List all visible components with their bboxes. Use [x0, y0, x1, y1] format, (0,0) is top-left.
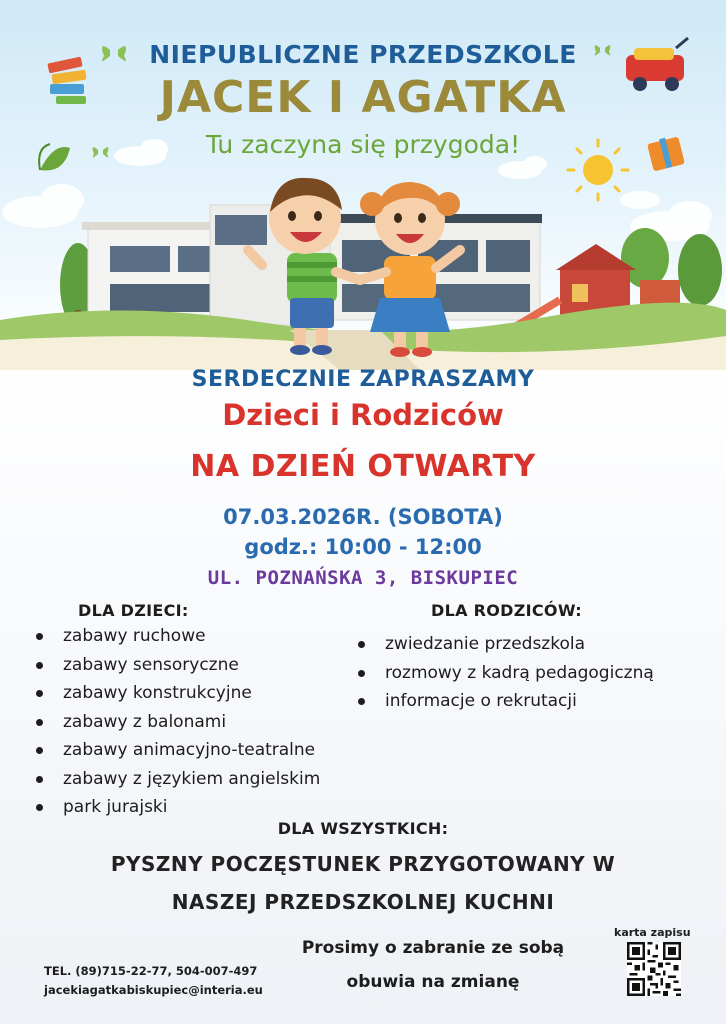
- event-hours: godz.: 10:00 - 12:00: [244, 535, 482, 559]
- treat-line-1: PYSZNY POCZĘSTUNEK PRZYGOTOWANY W: [110, 852, 616, 876]
- shoes-note-line-2: obuwia na zmianę: [346, 972, 520, 992]
- invitation-line-3: NA DZIEŃ OTWARTY: [190, 449, 536, 484]
- invitation-line-1: SERDECZNIE ZAPRASZAMY: [191, 367, 535, 392]
- list-item: informacje o rekrutacji: [358, 687, 654, 716]
- school-name: JACEK I AGATKA: [159, 72, 567, 123]
- everyone-heading: DLA WSZYSTKICH:: [277, 819, 449, 838]
- qr-label: karta zapisu: [614, 926, 691, 939]
- tagline: Tu zaczyna się przygoda!: [205, 130, 521, 159]
- list-item: zabawy ruchowe: [36, 622, 320, 651]
- list-item: zabawy z balonami: [36, 708, 320, 737]
- invitation-line-2: Dzieci i Rodziców: [222, 398, 504, 432]
- event-address: UL. POZNAŃSKA 3, BISKUPIEC: [207, 567, 519, 589]
- list-item: zabawy z językiem angielskim: [36, 765, 320, 794]
- list-item: zabawy animacyjno-teatralne: [36, 736, 320, 765]
- list-item: rozmowy z kadrą pedagogiczną: [358, 659, 654, 688]
- shoes-note-line-1: Prosimy o zabranie ze sobą: [301, 938, 565, 958]
- list-item: zabawy konstrukcyjne: [36, 679, 320, 708]
- list-item: park jurajski: [36, 793, 320, 822]
- children-list: [36, 622, 320, 822]
- parents-heading: DLA RODZICÓW:: [431, 601, 582, 620]
- qr-code-icon[interactable]: [627, 942, 681, 996]
- list-item: zabawy sensoryczne: [36, 651, 320, 680]
- treat-line-2: NASZEJ PRZEDSZKOLNEJ KUCHNI: [171, 890, 555, 914]
- children-heading: DLA DZIECI:: [78, 601, 189, 620]
- event-date: 07.03.2026R. (SOBOTA): [223, 505, 503, 529]
- list-item: zwiedzanie przedszkola: [358, 630, 654, 659]
- parents-list: [358, 630, 654, 716]
- contact-phone: TEL. (89)715-22-77, 504-007-497: [44, 964, 258, 978]
- org-name: NIEPUBLICZNE PRZEDSZKOLE: [149, 40, 577, 69]
- contact-email: jacekiagatkabiskupiec@interia.eu: [44, 983, 263, 997]
